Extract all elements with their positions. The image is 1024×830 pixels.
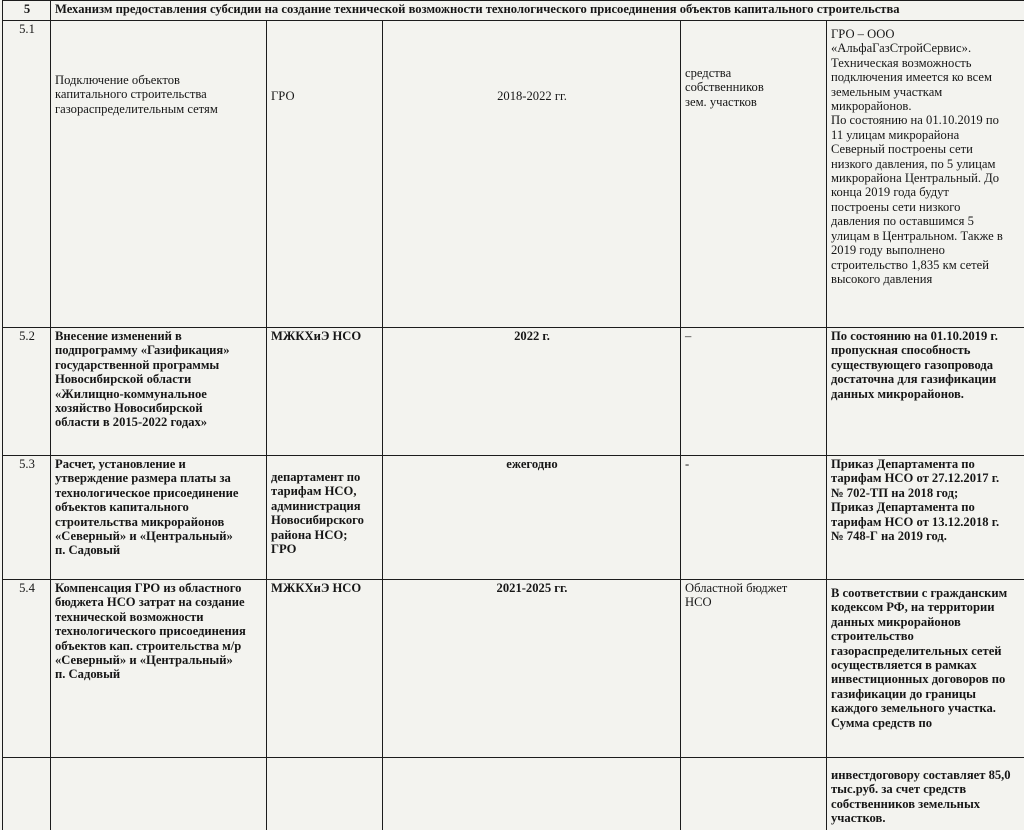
table-row xyxy=(3,456,1024,580)
term-cell: 2018-2022 гг. xyxy=(383,21,681,328)
result-cell-continued: инвестдоговору составляет 85,0 тыс.руб. за счет средств собственников земельных участков. xyxy=(827,758,1024,830)
measures-table xyxy=(2,0,1024,830)
section-title: Механизм предоставления субсидии на создание технической возможности технологического присоединения объектов капитального строительства xyxy=(51,1,1024,21)
term-cell-empty xyxy=(383,758,681,830)
result-cell: ГРО – ООО «АльфаГазСтройСервис». Техническая возможность подключения имеется ко всем земельным участкам микрорайонов. По состоянию на 01.10.2019 по 11 улицам микрорайона Северный построены сети низкого давления, по 5 улицам микрорайона Центральный. До конца 2019 года будут построены сети низкого давления по оставшимся 5 улицам в Центральном. Также в 2019 году выполнено строительство 1,835 км сетей высокого давления xyxy=(827,21,1024,328)
event-cell: Компенсация ГРО из областного бюджета НСО затрат на создание технической возможности технологического присоединения объектов кап. строительства м/р «Северный» и «Центральный» п. Садовый xyxy=(51,580,267,758)
event-cell: Расчет, установление и утверждение размера платы за технологическое присоединение объектов капитального строительства микрорайонов «Северный» и «Центральный» п. Садовый xyxy=(51,456,267,580)
row-number: 5.3 xyxy=(3,456,51,580)
section-number: 5 xyxy=(3,1,51,21)
row-number-empty xyxy=(3,758,51,830)
source-cell: средства собственников зем. участков xyxy=(681,21,827,328)
source-cell: - xyxy=(681,456,827,580)
result-cell: В соответствии с гражданским кодексом РФ, на территории данных микрорайонов строительство газораспределительных сетей осуществляется в рамках инвестиционных договоров по газификации до границы каждого земельного участка. Сумма средств по xyxy=(827,580,1024,758)
term-cell: 2022 г. xyxy=(383,328,681,456)
executor-cell: департамент по тарифам НСО, администрация Новосибирского района НСО; ГРО xyxy=(267,456,383,580)
table-row-continuation xyxy=(3,758,1024,830)
source-cell: – xyxy=(681,328,827,456)
table-row xyxy=(3,328,1024,456)
section-header-row xyxy=(3,1,1024,21)
event-cell-empty xyxy=(51,758,267,830)
row-number: 5.2 xyxy=(3,328,51,456)
executor-cell: МЖКХиЭ НСО xyxy=(267,580,383,758)
executor-cell: МЖКХиЭ НСО xyxy=(267,328,383,456)
source-cell: Областной бюджет НСО xyxy=(681,580,827,758)
event-cell: Внесение изменений в подпрограмму «Газификация» государственной программы Новосибирской области «Жилищно-коммунальное хозяйство Новосибирской области в 2015-2022 годах» xyxy=(51,328,267,456)
event-cell: Подключение объектов капитального строительства газораспределительным сетям xyxy=(51,21,267,328)
executor-cell: ГРО xyxy=(267,21,383,328)
row-number: 5.1 xyxy=(3,21,51,328)
row-number: 5.4 xyxy=(3,580,51,758)
result-cell: Приказ Департамента по тарифам НСО от 27.12.2017 г. № 702-ТП на 2018 год; Приказ Департамента по тарифам НСО от 13.12.2018 г. № 748-Г на 2019 год. xyxy=(827,456,1024,580)
table-row xyxy=(3,580,1024,758)
source-cell-empty xyxy=(681,758,827,830)
term-cell: 2021-2025 гг. xyxy=(383,580,681,758)
term-cell: ежегодно xyxy=(383,456,681,580)
executor-cell-empty xyxy=(267,758,383,830)
result-cell: По состоянию на 01.10.2019 г. пропускная способность существующего газопровода достаточна для газификации данных микрорайонов. xyxy=(827,328,1024,456)
table-row xyxy=(3,21,1024,328)
